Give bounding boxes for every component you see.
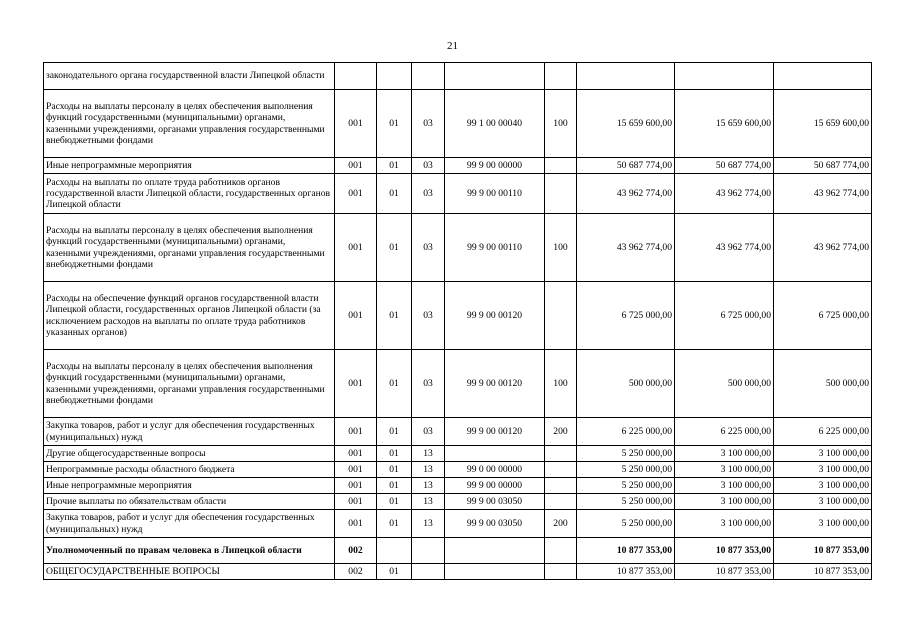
- budget-table: [43, 62, 872, 580]
- row-name-cell: Иные непрограммные мероприятия: [44, 478, 335, 494]
- target-item-code-cell: 99 9 00 00000: [445, 158, 545, 174]
- amount-year3-cell: 10 877 353,00: [774, 564, 872, 580]
- row-name-cell: Закупка товаров, работ и услуг для обеспечения государственных (муниципальных) нужд: [44, 418, 335, 446]
- section-code-cell: 01: [377, 350, 412, 418]
- section-code-cell: 01: [377, 446, 412, 462]
- row-name-cell: Расходы на выплаты персоналу в целях обеспечения выполнения функций государственными (муниципальными) органами, казенными учреждениями, органами управления государственными внебюджетными фондами: [44, 90, 335, 158]
- target-item-code-cell: [445, 446, 545, 462]
- amount-year3-cell: 500 000,00: [774, 350, 872, 418]
- amount-year1-cell: 5 250 000,00: [577, 462, 675, 478]
- row-name-cell: Другие общегосударственные вопросы: [44, 446, 335, 462]
- table-row: [44, 282, 872, 350]
- target-item-code-cell: 99 9 00 00120: [445, 282, 545, 350]
- admin-code-cell: 001: [335, 214, 377, 282]
- table-row: [44, 478, 872, 494]
- amount-year1-cell: 50 687 774,00: [577, 158, 675, 174]
- amount-year3-cell: 3 100 000,00: [774, 462, 872, 478]
- amount-year1-cell: 43 962 774,00: [577, 214, 675, 282]
- expense-type-code-cell: 200: [545, 510, 577, 538]
- target-item-code-cell: 99 9 00 03050: [445, 494, 545, 510]
- section-code-cell: 01: [377, 282, 412, 350]
- section-code-cell: 01: [377, 478, 412, 494]
- expense-type-code-cell: [545, 158, 577, 174]
- amount-year2-cell: 6 225 000,00: [675, 418, 774, 446]
- table-row: [44, 564, 872, 580]
- section-code-cell: 01: [377, 510, 412, 538]
- section-code-cell: 01: [377, 494, 412, 510]
- table-row: [44, 174, 872, 214]
- row-name-cell: Расходы на обеспечение функций органов государственной власти Липецкой области, государственных органов Липецкой области (за исключением расходов на выплаты по оплате труда работников указанных органов): [44, 282, 335, 350]
- expense-type-code-cell: [545, 462, 577, 478]
- amount-year2-cell: [675, 63, 774, 90]
- expense-type-code-cell: [545, 494, 577, 510]
- table-row: [44, 90, 872, 158]
- table-row: [44, 494, 872, 510]
- amount-year3-cell: 43 962 774,00: [774, 214, 872, 282]
- amount-year1-cell: 6 225 000,00: [577, 418, 675, 446]
- expense-type-code-cell: [545, 538, 577, 564]
- amount-year1-cell: 6 725 000,00: [577, 282, 675, 350]
- amount-year3-cell: 3 100 000,00: [774, 446, 872, 462]
- amount-year1-cell: 5 250 000,00: [577, 478, 675, 494]
- target-item-code-cell: 99 1 00 00040: [445, 90, 545, 158]
- section-code-cell: 01: [377, 214, 412, 282]
- subsection-code-cell: [412, 538, 445, 564]
- subsection-code-cell: 03: [412, 214, 445, 282]
- subsection-code-cell: 03: [412, 282, 445, 350]
- section-code-cell: [377, 538, 412, 564]
- table-row: [44, 510, 872, 538]
- amount-year1-cell: 5 250 000,00: [577, 510, 675, 538]
- table-row: [44, 418, 872, 446]
- target-item-code-cell: 99 9 00 00120: [445, 418, 545, 446]
- expense-type-code-cell: [545, 478, 577, 494]
- amount-year1-cell: 43 962 774,00: [577, 174, 675, 214]
- target-item-code-cell: [445, 564, 545, 580]
- amount-year2-cell: 15 659 600,00: [675, 90, 774, 158]
- expense-type-code-cell: [545, 282, 577, 350]
- row-name-cell: Непрограммные расходы областного бюджета: [44, 462, 335, 478]
- admin-code-cell: 002: [335, 538, 377, 564]
- amount-year3-cell: 50 687 774,00: [774, 158, 872, 174]
- amount-year2-cell: 500 000,00: [675, 350, 774, 418]
- amount-year1-cell: 500 000,00: [577, 350, 675, 418]
- row-name-cell: Расходы на выплаты по оплате труда работников органов государственной власти Липецкой области, государственных органов Липецкой области: [44, 174, 335, 214]
- amount-year2-cell: 3 100 000,00: [675, 446, 774, 462]
- target-item-code-cell: 99 0 00 00000: [445, 462, 545, 478]
- expense-type-code-cell: [545, 174, 577, 214]
- admin-code-cell: 001: [335, 478, 377, 494]
- subsection-code-cell: 03: [412, 350, 445, 418]
- subsection-code-cell: 03: [412, 418, 445, 446]
- row-name-cell: Прочие выплаты по обязательствам области: [44, 494, 335, 510]
- amount-year1-cell: 15 659 600,00: [577, 90, 675, 158]
- target-item-code-cell: 99 9 00 00110: [445, 214, 545, 282]
- subsection-code-cell: 13: [412, 478, 445, 494]
- subsection-code-cell: 13: [412, 446, 445, 462]
- target-item-code-cell: [445, 538, 545, 564]
- amount-year2-cell: 3 100 000,00: [675, 478, 774, 494]
- row-name-cell: Закупка товаров, работ и услуг для обеспечения государственных (муниципальных) нужд: [44, 510, 335, 538]
- admin-code-cell: 001: [335, 174, 377, 214]
- admin-code-cell: 001: [335, 350, 377, 418]
- section-code-cell: 01: [377, 418, 412, 446]
- subsection-code-cell: 13: [412, 510, 445, 538]
- subsection-code-cell: 03: [412, 90, 445, 158]
- amount-year3-cell: 10 877 353,00: [774, 538, 872, 564]
- expense-type-code-cell: [545, 564, 577, 580]
- admin-code-cell: 001: [335, 158, 377, 174]
- page-number: 21: [447, 40, 458, 52]
- admin-code-cell: 001: [335, 510, 377, 538]
- admin-code-cell: 002: [335, 564, 377, 580]
- expense-type-code-cell: 100: [545, 90, 577, 158]
- amount-year3-cell: 15 659 600,00: [774, 90, 872, 158]
- table-row: [44, 538, 872, 564]
- admin-code-cell: 001: [335, 418, 377, 446]
- expense-type-code-cell: [545, 446, 577, 462]
- admin-code-cell: [335, 63, 377, 90]
- target-item-code-cell: 99 9 00 00110: [445, 174, 545, 214]
- amount-year1-cell: 5 250 000,00: [577, 446, 675, 462]
- admin-code-cell: 001: [335, 90, 377, 158]
- subsection-code-cell: 03: [412, 158, 445, 174]
- expense-type-code-cell: 100: [545, 214, 577, 282]
- row-name-cell: Расходы на выплаты персоналу в целях обеспечения выполнения функций государственными (муниципальными) органами, казенными учреждениями, органами управления государственными внебюджетными фондами: [44, 350, 335, 418]
- section-code-cell: 01: [377, 462, 412, 478]
- amount-year1-cell: 10 877 353,00: [577, 538, 675, 564]
- amount-year2-cell: 3 100 000,00: [675, 510, 774, 538]
- target-item-code-cell: 99 9 00 00120: [445, 350, 545, 418]
- section-code-cell: 01: [377, 564, 412, 580]
- amount-year2-cell: 10 877 353,00: [675, 538, 774, 564]
- subsection-code-cell: 13: [412, 462, 445, 478]
- row-name-cell: законодательного органа государственной власти Липецкой области: [44, 63, 335, 90]
- admin-code-cell: 001: [335, 446, 377, 462]
- section-code-cell: [377, 63, 412, 90]
- row-name-cell: Расходы на выплаты персоналу в целях обеспечения выполнения функций государственными (муниципальными) органами, казенными учреждениями, органами управления государственными внебюджетными фондами: [44, 214, 335, 282]
- expense-type-code-cell: 100: [545, 350, 577, 418]
- table-row: [44, 214, 872, 282]
- amount-year3-cell: 43 962 774,00: [774, 174, 872, 214]
- table-row: [44, 158, 872, 174]
- table-row: [44, 446, 872, 462]
- amount-year2-cell: 10 877 353,00: [675, 564, 774, 580]
- subsection-code-cell: [412, 564, 445, 580]
- amount-year2-cell: 50 687 774,00: [675, 158, 774, 174]
- row-name-cell: Иные непрограммные мероприятия: [44, 158, 335, 174]
- admin-code-cell: 001: [335, 494, 377, 510]
- table-row: [44, 350, 872, 418]
- amount-year2-cell: 43 962 774,00: [675, 174, 774, 214]
- section-code-cell: 01: [377, 174, 412, 214]
- target-item-code-cell: 99 9 00 00000: [445, 478, 545, 494]
- row-name-cell: Уполномоченный по правам человека в Липецкой области: [44, 538, 335, 564]
- expense-type-code-cell: [545, 63, 577, 90]
- target-item-code-cell: 99 9 00 03050: [445, 510, 545, 538]
- amount-year2-cell: 3 100 000,00: [675, 494, 774, 510]
- amount-year3-cell: 3 100 000,00: [774, 478, 872, 494]
- subsection-code-cell: 03: [412, 174, 445, 214]
- amount-year3-cell: 3 100 000,00: [774, 510, 872, 538]
- expense-type-code-cell: 200: [545, 418, 577, 446]
- amount-year2-cell: 43 962 774,00: [675, 214, 774, 282]
- amount-year2-cell: 6 725 000,00: [675, 282, 774, 350]
- amount-year1-cell: 10 877 353,00: [577, 564, 675, 580]
- row-name-cell: ОБЩЕГОСУДАРСТВЕННЫЕ ВОПРОСЫ: [44, 564, 335, 580]
- amount-year3-cell: 3 100 000,00: [774, 494, 872, 510]
- target-item-code-cell: [445, 63, 545, 90]
- section-code-cell: 01: [377, 90, 412, 158]
- amount-year3-cell: [774, 63, 872, 90]
- amount-year3-cell: 6 725 000,00: [774, 282, 872, 350]
- section-code-cell: 01: [377, 158, 412, 174]
- amount-year3-cell: 6 225 000,00: [774, 418, 872, 446]
- admin-code-cell: 001: [335, 462, 377, 478]
- amount-year2-cell: 3 100 000,00: [675, 462, 774, 478]
- subsection-code-cell: 13: [412, 494, 445, 510]
- amount-year1-cell: 5 250 000,00: [577, 494, 675, 510]
- subsection-code-cell: [412, 63, 445, 90]
- admin-code-cell: 001: [335, 282, 377, 350]
- table-row: [44, 462, 872, 478]
- amount-year1-cell: [577, 63, 675, 90]
- table-row: [44, 63, 872, 90]
